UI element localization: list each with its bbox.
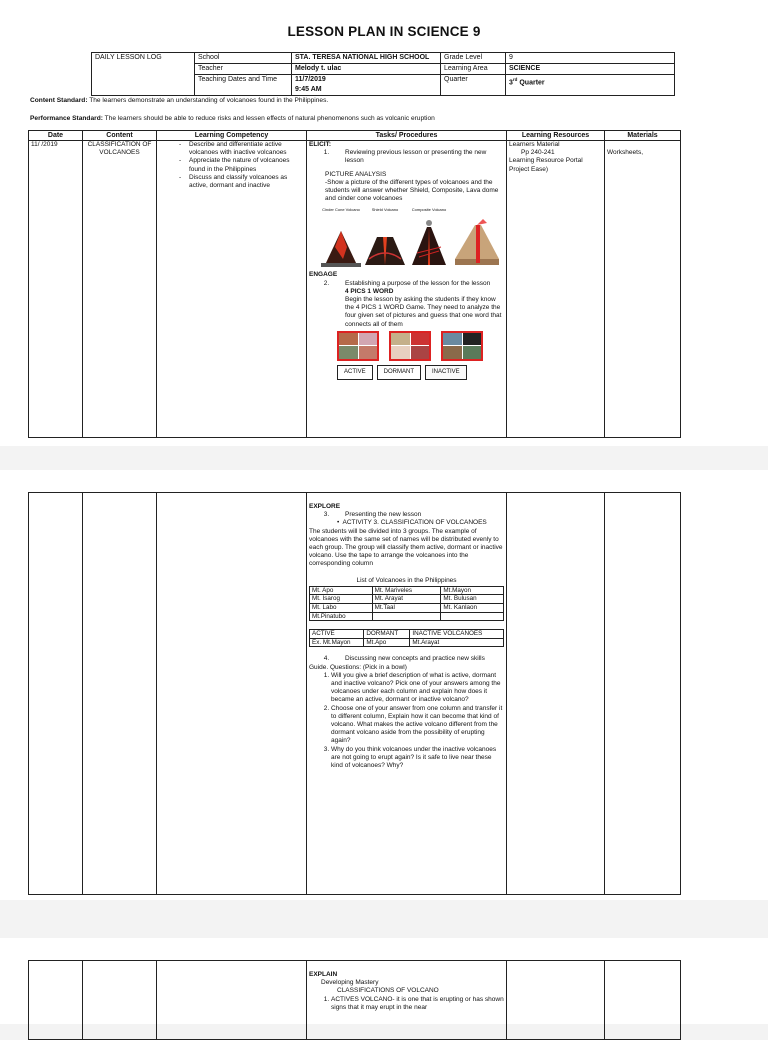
log-label: DAILY LESSON LOG xyxy=(92,53,195,96)
content-cell xyxy=(83,961,157,1040)
mastery-label: Developing Mastery xyxy=(321,979,379,987)
puzzle-image xyxy=(441,331,483,361)
elicit-label: ELICIT: xyxy=(309,141,332,148)
competency-item: - Describe and differentiate active volcanoes with inactive volcanoes xyxy=(189,141,304,157)
four-pics-title: 4 PICS 1 WORD xyxy=(345,287,394,295)
col-materials: Materials xyxy=(605,131,681,141)
grade-value: 9 xyxy=(506,53,675,64)
resource-line: Pp 240-241 xyxy=(521,149,555,157)
dates-value xyxy=(292,75,441,96)
tasks-cell xyxy=(307,493,507,895)
four-pics-images xyxy=(337,331,504,361)
activity-desc: The students will be divided into 3 groups. The example of volcanoes with the same set of names will be distributed evenly to each group. The group will classify them active, dormant or inactive volcano. Use the tape to arrange the volcanoes into the corresponding column xyxy=(309,527,503,568)
school-value: STA. TERESA NATIONAL HIGH SCHOOL xyxy=(292,53,441,64)
col-date: Date xyxy=(29,131,83,141)
cinder-cone-image: Cinder Cone Volcano xyxy=(321,207,361,267)
volcano-images xyxy=(321,207,504,267)
active-definition: 1. ACTIVES VOLCANO- it is one that is erupting or has shown signs that it may erupt in the near xyxy=(331,996,504,1012)
lesson-table-continued xyxy=(28,492,681,895)
shield-volcano-image: Shield Volcano xyxy=(365,207,405,267)
col-resources: Learning Resources xyxy=(507,131,605,141)
answer-active: ACTIVE xyxy=(337,365,373,380)
resource-line: Learners Material xyxy=(509,141,560,148)
elicit-item: 1. Reviewing previous lesson or presenting the new lesson xyxy=(331,149,504,165)
date-cell: 11/ /2019 xyxy=(29,141,83,438)
content-cell: CLASSIFICATION OF VOLCANOES xyxy=(83,141,157,438)
puzzle-image xyxy=(337,331,379,361)
materials-cell xyxy=(605,961,681,1040)
question-item: 2. Choose one of your answer from one column and transfer it to different column, Explain how it can become that kind of volcano. What makes the active volcano different from the dormant volcano aside from the possibility of erupting again? xyxy=(331,705,504,746)
lesson-table-continued-2 xyxy=(28,960,681,1040)
explore-item: 3. Presenting the new lesson xyxy=(331,511,504,519)
explain-label: EXPLAIN xyxy=(309,971,338,978)
date-cell xyxy=(29,961,83,1040)
picture-desc: -Show a picture of the different types of volcanoes and the students will answer whether Shield, Composite, Lava dome and cinder cone volcanoes xyxy=(325,178,499,203)
materials-cell: Worksheets, xyxy=(605,141,681,438)
discuss-item: 4. Discussing new concepts and practice new skills xyxy=(331,655,504,663)
engage-label: ENGAGE xyxy=(309,271,338,279)
competency-item: - Discuss and classify volcanoes as active, dormant and inactive xyxy=(189,174,304,190)
area-label: Learning Area xyxy=(441,64,506,75)
competency-cell xyxy=(157,493,307,895)
content-cell xyxy=(83,493,157,895)
competency-item: - Appreciate the nature of volcanoes found in the Philippines xyxy=(189,157,304,173)
date-cell xyxy=(29,493,83,895)
col-competency: Learning Competency xyxy=(157,131,307,141)
competency-cell xyxy=(157,141,307,438)
area-value: SCIENCE xyxy=(506,64,675,75)
activity-title: • ACTIVITY 3. CLASSIFICATION OF VOLCANOES xyxy=(337,519,487,527)
page-3 xyxy=(0,938,768,1024)
composite-volcano-image: Composite Volcano xyxy=(409,207,449,267)
lesson-table xyxy=(28,130,681,438)
volcano-list-table: Mt. Apo Mt. Mariveles Mt.Mayon Mt. Isarog Mt. Arayat Mt. Bulusan Mt. Labo Mt.Taal Mt. Kanlaon Mt.Pinatubo xyxy=(309,586,504,621)
guide-questions: Guide. Questions: (Pick in a bowl) xyxy=(309,663,407,671)
col-tasks: Tasks/ Procedures xyxy=(307,131,507,141)
document-title: LESSON PLAN IN SCIENCE 9 xyxy=(287,24,481,39)
header-table xyxy=(91,52,675,96)
cross-section-image xyxy=(453,207,501,267)
quarter-label: Quarter xyxy=(441,75,506,96)
explore-label: EXPLORE xyxy=(309,503,341,510)
answer-dormant: DORMANT xyxy=(377,365,421,380)
answer-inactive: INACTIVE xyxy=(425,365,467,380)
resources-cell xyxy=(507,493,605,895)
content-standard: Content Standard: The learners demonstrate an understanding of volcanoes found in the Philippines. xyxy=(30,97,329,104)
grade-label: Grade Level xyxy=(441,53,506,64)
date-value: 11/7/2019 xyxy=(295,76,326,83)
school-label: School xyxy=(195,53,292,64)
question-item: 1. Will you give a brief description of what is active, dormant and inactive volcano? Pick one of your answers among the volcanoes under each column and explain how does it became an active, dormant or inactive volcano? xyxy=(331,672,504,705)
resources-cell xyxy=(507,141,605,438)
puzzle-image xyxy=(389,331,431,361)
answer-boxes xyxy=(337,365,504,380)
performance-standard: Performance Standard: The learners should be able to reduce risks and lessen effects of natural phenomenons such as volcanic eruption xyxy=(30,115,435,122)
volcano-list-title: List of Volcanoes in the Philippines xyxy=(356,576,457,584)
col-content: Content xyxy=(83,131,157,141)
dates-label: Teaching Dates and Time xyxy=(195,75,292,96)
materials-cell xyxy=(605,493,681,895)
time-value: 9:45 AM xyxy=(295,86,322,93)
resource-line: Learning Resource Portal Project Ease) xyxy=(509,157,583,173)
tasks-cell xyxy=(307,141,507,438)
classification-table: ACTIVE DORMANT INACTIVE VOLCANOES Ex. Mt.Mayon Mt.Apo Mt.Arayat xyxy=(309,629,504,647)
quarter-value: 3rd Quarter xyxy=(506,75,675,96)
classifications-title: CLASSIFICATIONS OF VOLCANO xyxy=(337,987,439,995)
teacher-value: Melody t. ulac xyxy=(292,64,441,75)
resources-cell xyxy=(507,961,605,1040)
page-1 xyxy=(0,0,768,446)
page-2 xyxy=(0,470,768,900)
teacher-label: Teacher xyxy=(195,64,292,75)
tasks-cell xyxy=(307,961,507,1040)
engage-item: 2. Establishing a purpose of the lesson for the lesson 4 PICS 1 WORD Begin the lesson by asking the students if they know the 4 PICS 1 WORD Game. They need to analyze the four given set of pictures and guess that one word that connects all of them xyxy=(331,280,504,329)
question-item: 3. Why do you think volcanoes under the inactive volcanoes are not going to erupt again? Is it safe to live near these kind of volcanoes? Why? xyxy=(331,746,504,771)
competency-cell xyxy=(157,961,307,1040)
picture-analysis: PICTURE ANALYSIS xyxy=(325,170,387,178)
four-pics-desc: Begin the lesson by asking the students if they know the 4 PICS 1 WORD Game. They need to analyze the four given set of pictures and guess that one word that connects all of them xyxy=(345,296,502,328)
